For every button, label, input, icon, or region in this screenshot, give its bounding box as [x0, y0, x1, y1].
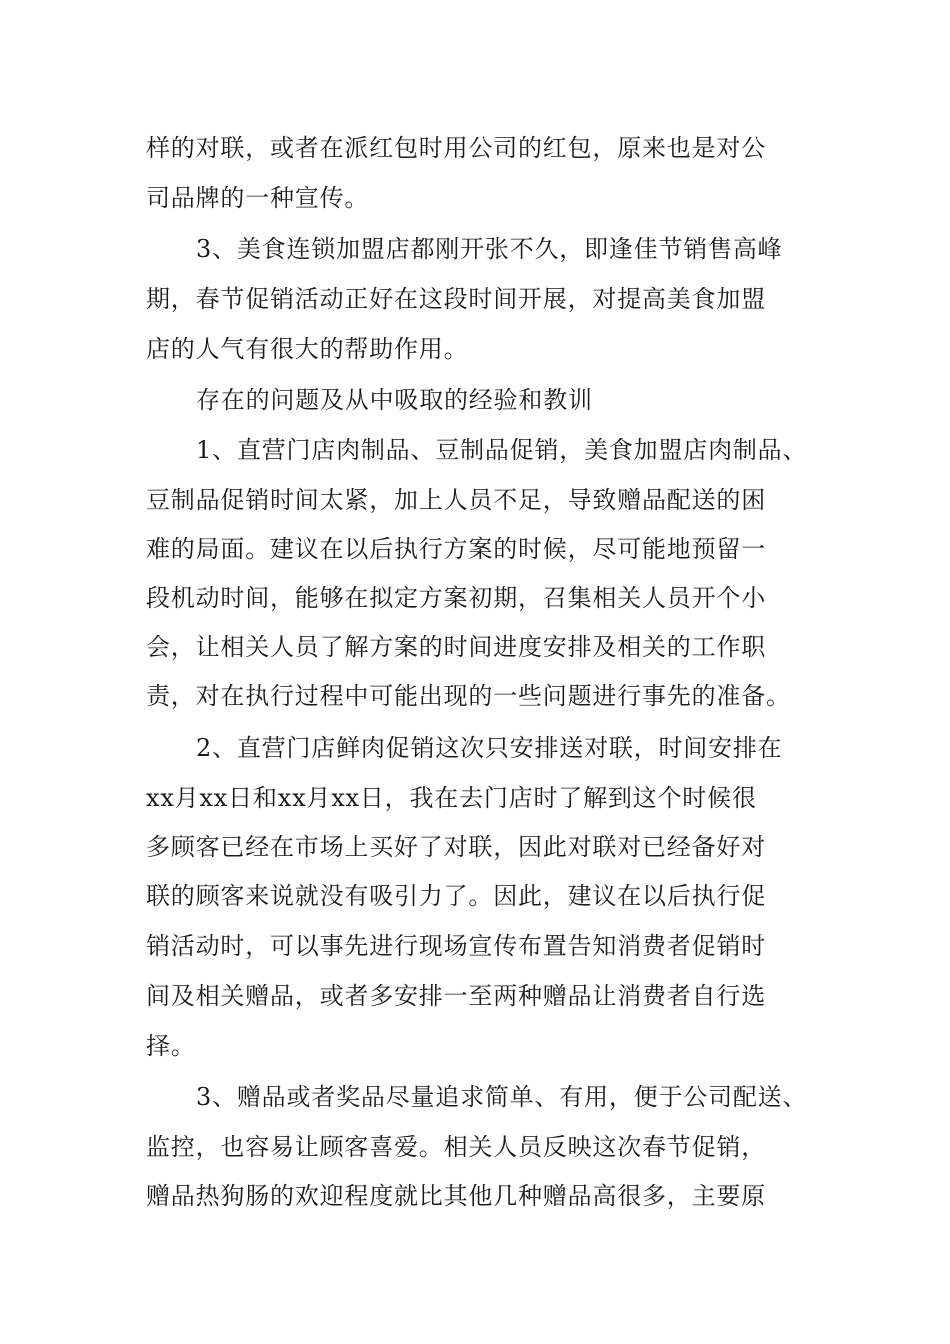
text-line: 多顾客已经在市场上买好了对联，因此对联对已经备好对 — [146, 833, 766, 861]
text-line: 店的人气有很大的帮助作用。 — [146, 335, 469, 363]
text-line: 司品牌的一种宣传。 — [146, 184, 370, 212]
text-line: 3、美食连锁加盟店都刚开张不久，即逢佳节销售高峰 — [196, 235, 783, 263]
text-line: 段机动时间，能够在拟定方案初期，召集相关人员开个小 — [146, 584, 766, 612]
text-line: 样的对联，或者在派红包时用公司的红包，原来也是对公 — [146, 134, 766, 162]
text-line: 难的局面。建议在以后执行方案的时候，尽可能地预留一 — [146, 535, 766, 563]
text-line: 赠品热狗肠的欢迎程度就比其他几种赠品高很多，主要原 — [146, 1182, 766, 1210]
text-line: 择。 — [146, 1032, 196, 1060]
text-line: 责，对在执行过程中可能出现的一些问题进行事先的准备。 — [146, 682, 791, 710]
text-line: 2、直营门店鲜肉促销这次只安排送对联，时间安排在 — [196, 734, 783, 762]
text-line: 豆制品促销时间太紧，加上人员不足，导致赠品配送的困 — [146, 486, 766, 514]
text-line: 监控，也容易让顾客喜爱。相关人员反映这次春节促销， — [146, 1133, 766, 1161]
text-line: 销活动时，可以事先进行现场宣传布置告知消费者促销时 — [146, 932, 766, 960]
text-line: 联的顾客来说就没有吸引力了。因此，建议在以后执行促 — [146, 882, 766, 910]
text-line: 3、赠品或者奖品尽量追求简单、有用，便于公司配送、 — [196, 1083, 808, 1111]
text-line: 期，春节促销活动正好在这段时间开展，对提高美食加盟 — [146, 285, 766, 313]
section-heading: 存在的问题及从中吸取的经验和教训 — [196, 386, 593, 414]
text-line: 1、直营门店肉制品、豆制品促销，美食加盟店肉制品、 — [196, 436, 808, 464]
text-line: 会，让相关人员了解方案的时间进度安排及相关的工作职 — [146, 633, 766, 661]
text-line: xx月xx日和xx月xx日，我在去门店时了解到这个时候很 — [146, 784, 757, 812]
text-line: 间及相关赠品，或者多安排一至两种赠品让消费者自行选 — [146, 982, 766, 1010]
